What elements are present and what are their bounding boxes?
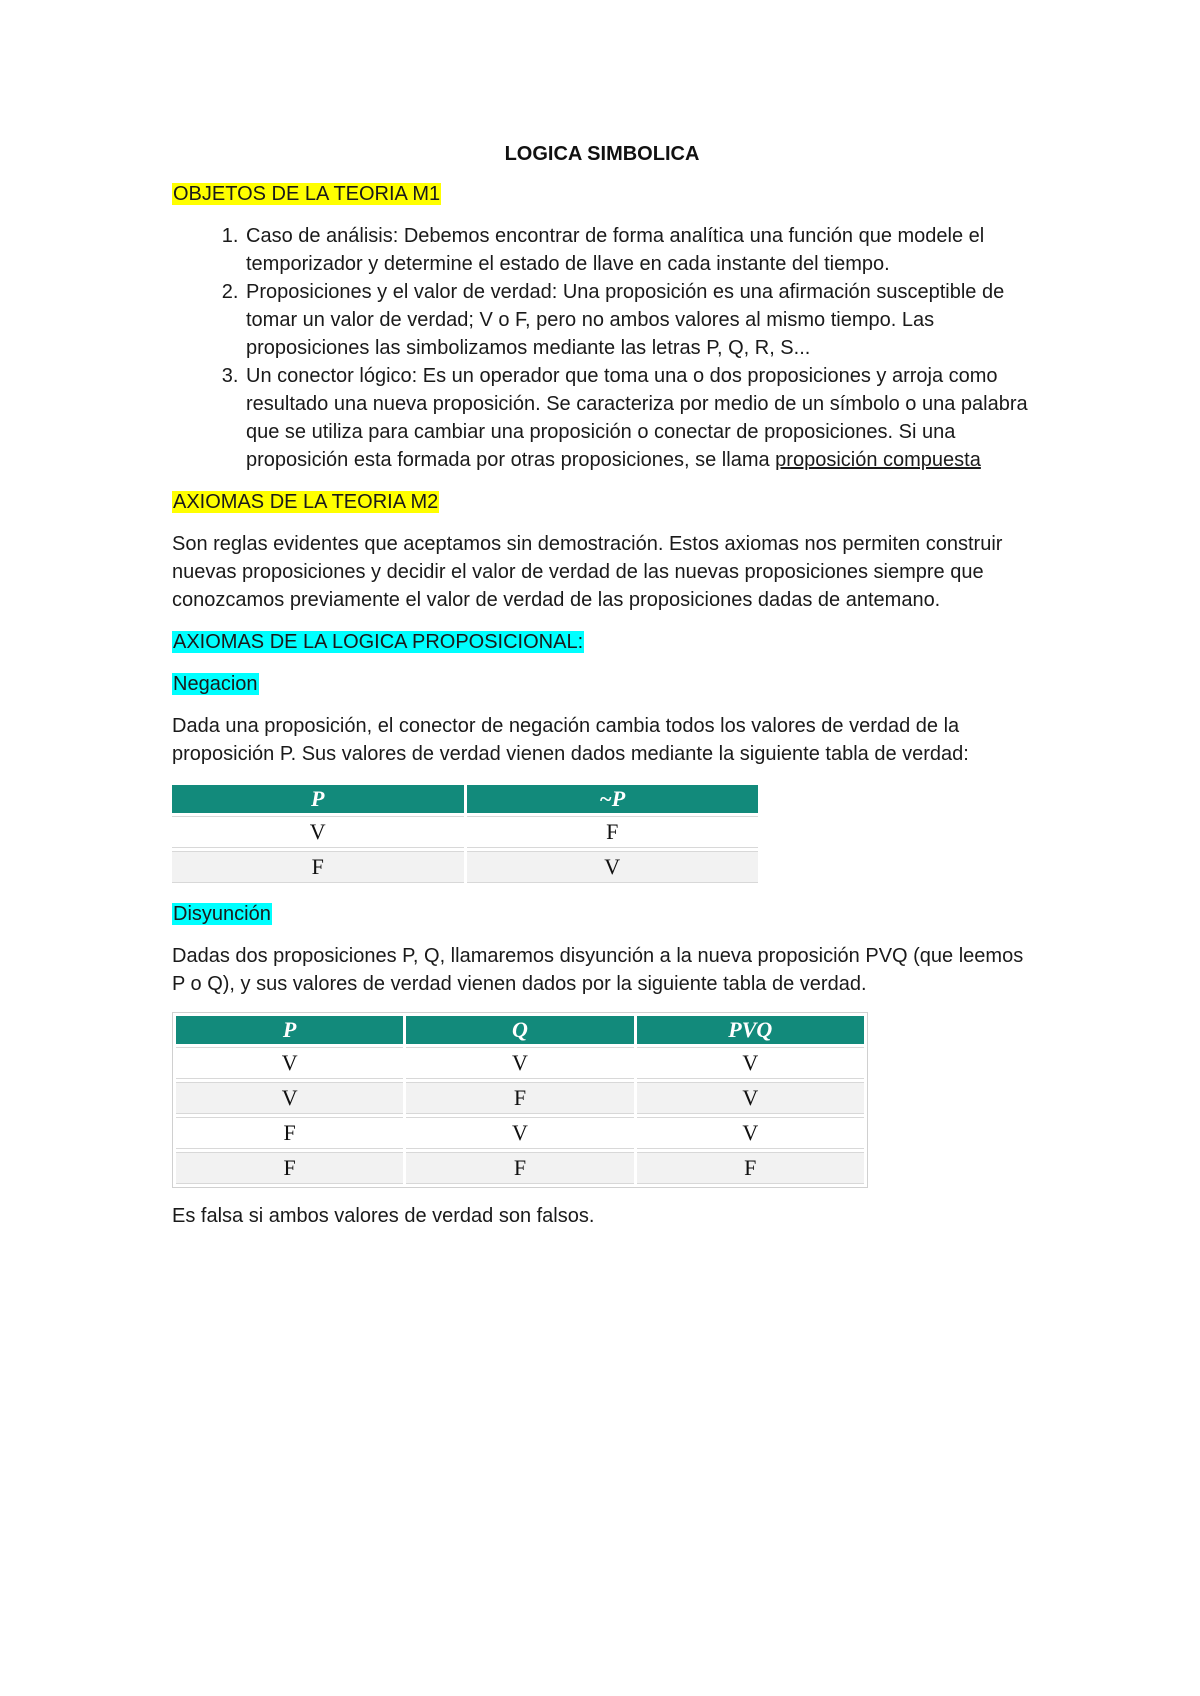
section-heading-logica-proposicional-text: AXIOMAS DE LA LOGICA PROPOSICIONAL: xyxy=(173,631,584,653)
table-cell: V xyxy=(637,1117,864,1149)
list-item-text: Un conector lógico: Es un operador que toma una o dos proposiciones y arroja como resultado una nueva proposición. Se caracteriza por medio de un símbolo o una palabra que se utiliza para cambiar una proposición o conectar de proposiciones. Si una proposición esta formada por otras proposiciones, se llama xyxy=(246,365,1028,471)
document-title: LOGICA SIMBOLICA xyxy=(504,143,700,165)
table-cell: V xyxy=(172,816,464,848)
disyuncion-paragraph: Dadas dos proposiciones P, Q, llamaremos disyunción a la nueva proposición PVQ (que leemos P o Q), y sus valores de verdad vienen dados por la siguiente tabla de verdad. xyxy=(172,945,1024,995)
list-item: 1. Caso de análisis: Debemos encontrar de forma analítica una función que modele el temporizador y determine el estado de llave en cada instante del tiempo. xyxy=(244,222,1032,278)
disyuncion-truth-table xyxy=(172,1012,868,1188)
subheading-disyuncion-text: Disyunción xyxy=(173,903,271,925)
table-cell: F xyxy=(176,1152,403,1184)
disyuncion-note: Es falsa si ambos valores de verdad son falsos. xyxy=(172,1205,595,1227)
table-cell: V xyxy=(637,1047,864,1079)
table-cell: V xyxy=(467,851,759,883)
negacion-truth-table xyxy=(169,782,761,886)
table-cell: F xyxy=(172,851,464,883)
table-header-cell: ~P xyxy=(467,785,759,813)
table-row xyxy=(176,1152,864,1184)
table-cell: F xyxy=(176,1117,403,1149)
table-row xyxy=(176,1082,864,1114)
table-header-cell: P xyxy=(176,1016,403,1044)
section-heading-axiomas-m2 xyxy=(172,488,1032,516)
table-row xyxy=(172,851,758,883)
subheading-disyuncion xyxy=(172,900,1032,928)
axiomas-m2-paragraph: Son reglas evidentes que aceptamos sin demostración. Estos axiomas nos permiten construir nuevas proposiciones y decidir el valor de verdad de las nuevas proposiciones siempre que conozcamos previamente el valor de verdad de las proposiciones dadas de antemano. xyxy=(172,533,1003,611)
table-cell: V xyxy=(176,1082,403,1114)
document-page xyxy=(172,140,1032,1244)
section-heading-axiomas-m2-text: AXIOMAS DE LA TEORIA M2 xyxy=(173,491,439,513)
table-header-row xyxy=(172,785,758,813)
list-item xyxy=(244,362,1032,474)
table-cell: V xyxy=(637,1082,864,1114)
table-row xyxy=(176,1047,864,1079)
subheading-negacion xyxy=(172,670,1032,698)
table-cell: F xyxy=(467,816,759,848)
table-cell: V xyxy=(176,1047,403,1079)
section-heading-logica-proposicional xyxy=(172,628,1032,656)
table-cell: F xyxy=(637,1152,864,1184)
table-cell: F xyxy=(406,1082,633,1114)
list-item: 2. Proposiciones y el valor de verdad: Una proposición es una afirmación susceptible de tomar un valor de verdad; V o F, pero no ambos valores al mismo tiempo. Las proposiciones las simbolizamos mediante las letras P, Q, R, S... xyxy=(244,278,1032,362)
objetos-list xyxy=(172,222,1032,474)
subheading-negacion-text: Negacion xyxy=(173,673,258,695)
table-row xyxy=(172,816,758,848)
table-header-cell: Q xyxy=(406,1016,633,1044)
table-header-cell: PVQ xyxy=(637,1016,864,1044)
table-cell: V xyxy=(406,1117,633,1149)
table-cell: F xyxy=(406,1152,633,1184)
table-header-cell: P xyxy=(172,785,464,813)
table-row xyxy=(176,1117,864,1149)
proposicion-compuesta-link: proposición compuesta xyxy=(775,449,981,471)
section-heading-objetos xyxy=(172,180,1032,208)
section-heading-objetos-text: OBJETOS DE LA TEORIA M1 xyxy=(173,183,441,205)
table-cell: V xyxy=(406,1047,633,1079)
negacion-paragraph: Dada una proposición, el conector de negación cambia todos los valores de verdad de la proposición P. Sus valores de verdad vienen dados mediante la siguiente tabla de verdad: xyxy=(172,715,969,765)
table-header-row xyxy=(176,1016,864,1044)
